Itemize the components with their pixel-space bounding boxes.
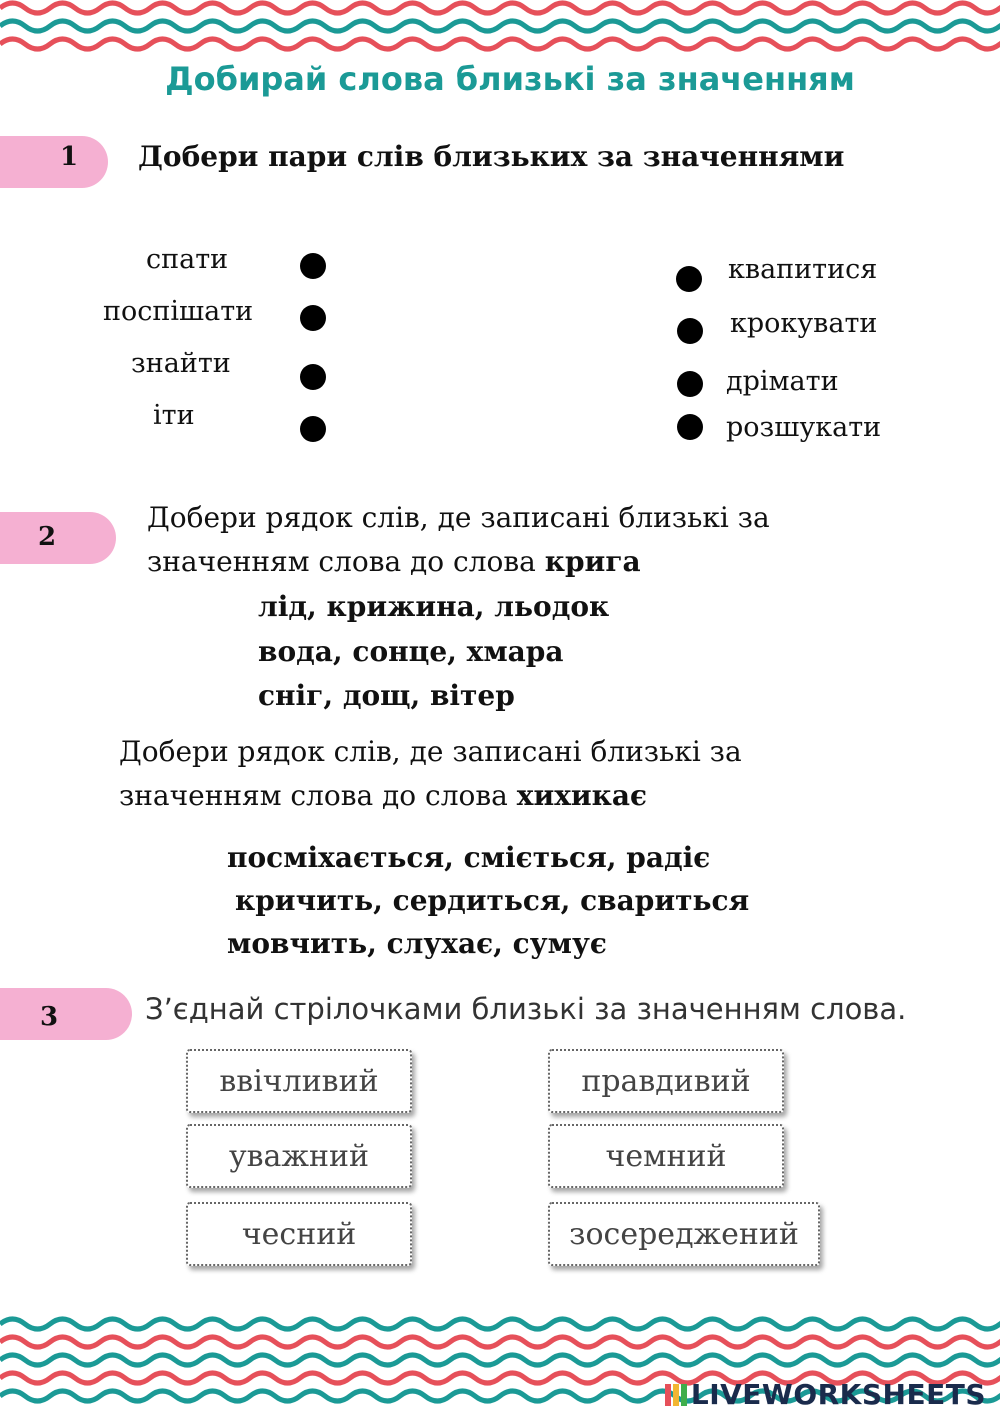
left-card-3[interactable]: чесний [186,1202,412,1266]
task-1-number: 1 [60,142,79,172]
q1-option-1[interactable]: лід, крижина, льодок [258,590,610,623]
right-dot-4[interactable] [677,414,703,440]
q2-option-3[interactable]: мовчить, слухає, сумує [227,927,607,960]
task-3-instruction: З’єднай стрілочками близькі за значенням слова. [145,992,907,1026]
right-card-2[interactable]: чемний [548,1124,784,1188]
task-2-tab [0,512,116,564]
task-3-tab [0,988,132,1040]
question-2-line-1: Добери рядок слів, де записані близькі за [119,735,742,768]
right-word-2: крокувати [730,308,878,339]
question-1-line-1: Добери рядок слів, де записані близькі за [147,501,770,534]
left-dot-2[interactable] [300,305,326,331]
q1-option-2[interactable]: вода, сонце, хмара [258,635,564,668]
right-dot-3[interactable] [677,371,703,397]
right-dot-1[interactable] [676,266,702,292]
right-card-3[interactable]: зосереджений [548,1202,820,1266]
question-1-keyword: крига [544,545,641,578]
task-1-tab [0,136,108,188]
q2-option-2[interactable]: кричить, сердиться, свариться [235,884,750,917]
right-dot-2[interactable] [677,318,703,344]
logo-text: LIVEWORKSHEETS [690,1378,986,1411]
task-1-instruction: Добери пари слів близьких за значеннями [138,140,845,173]
left-card-1[interactable]: ввічливий [186,1049,412,1113]
right-card-1[interactable]: правдивий [548,1049,784,1113]
right-word-4: розшукати [726,412,882,443]
question-2-text: значенням слова до слова [119,779,517,812]
question-2-keyword: хихикає [516,779,648,812]
question-1-line-2 [147,540,770,584]
right-word-3: дрімати [726,366,839,397]
task-2-number: 2 [38,522,57,552]
top-wave-border [0,0,1000,60]
logo-mark-icon [665,1382,687,1408]
liveworksheets-logo [665,1378,986,1411]
left-dot-3[interactable] [300,364,326,390]
question-1-text: значенням слова до слова [147,545,545,578]
q2-option-1[interactable]: посміхається, сміється, радіє [227,841,711,874]
task-2-question-1 [147,496,770,584]
left-word-1: спати [146,244,229,275]
q1-option-3[interactable]: сніг, дощ, вітер [258,679,515,712]
left-dot-4[interactable] [300,416,326,442]
right-word-1: квапитися [728,254,878,285]
task-2-question-2 [119,730,742,818]
left-word-4: іти [153,400,195,431]
page-title: Добирай слова близькі за значенням [165,60,855,98]
left-word-3: знайти [131,348,231,379]
left-dot-1[interactable] [300,253,326,279]
task-3-number: 3 [40,1002,59,1032]
left-card-2[interactable]: уважний [186,1124,412,1188]
question-2-line-2 [119,774,742,818]
left-word-2: поспішати [103,296,254,327]
